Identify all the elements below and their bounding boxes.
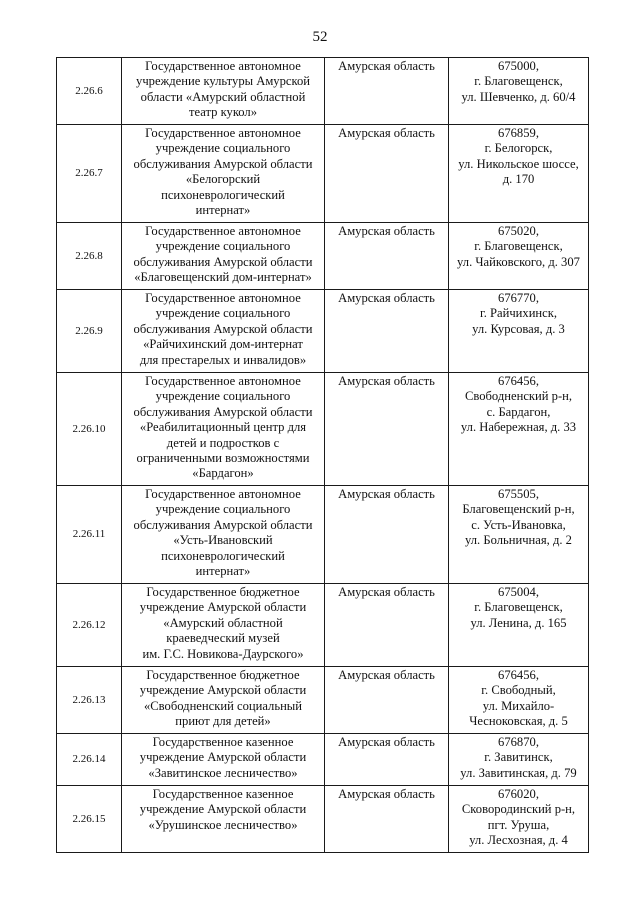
address: [449, 290, 589, 373]
address-line: с. Усть-Ивановка,: [471, 517, 566, 532]
row-number: 2.26.13: [57, 667, 122, 734]
address-line: ул. Набережная, д. 33: [460, 420, 577, 435]
institution-name-line: Государственное бюджетное: [146, 585, 300, 599]
address-line: 676456,: [498, 668, 539, 682]
institution-name-line: психоневрологический: [161, 187, 285, 202]
address-line: ул. Чайковского, д. 307: [457, 254, 580, 269]
institution-name-line: Государственное бюджетное: [146, 668, 300, 682]
institution-name: [122, 786, 325, 853]
table-row: [57, 584, 589, 667]
table-row: [57, 734, 589, 786]
region: Амурская область: [325, 373, 449, 486]
address-line: ул. Шевченко, д. 60/4: [461, 89, 576, 104]
address: [449, 125, 589, 223]
address-line: г. Райчихинск,: [479, 306, 558, 321]
region: Амурская область: [325, 125, 449, 223]
address-line: 675020,: [498, 224, 539, 238]
address-line: Сковородинский р-н,: [461, 802, 576, 817]
institution-name-line: Государственное казенное: [152, 735, 294, 749]
region: Амурская область: [325, 734, 449, 786]
institution-name-line: для престарелых и инвалидов»: [139, 352, 307, 367]
institution-name-line: детей и подростков с: [166, 435, 280, 450]
institution-name-line: обслуживания Амурской области: [133, 321, 313, 336]
institution-name: [122, 486, 325, 584]
region: Амурская область: [325, 486, 449, 584]
address-line: ул. Курсовая, д. 3: [472, 321, 565, 336]
row-number: 2.26.12: [57, 584, 122, 667]
address-line: 675000,: [498, 59, 539, 73]
institution-name-line: Государственное автономное: [145, 487, 301, 501]
table-row: [57, 786, 589, 853]
institution-name: [122, 667, 325, 734]
row-number: 2.26.14: [57, 734, 122, 786]
institution-name-line: обслуживания Амурской области: [133, 404, 313, 419]
table-row: [57, 290, 589, 373]
institution-name-line: учреждение социального: [155, 239, 291, 254]
institution-name-line: Государственное автономное: [145, 59, 301, 73]
address-line: ул. Ленина, д. 165: [470, 615, 567, 630]
address-line: 676870,: [498, 735, 539, 749]
institution-name-line: учреждение социального: [155, 502, 291, 517]
institution-name-line: Государственное автономное: [145, 291, 301, 305]
address: [449, 223, 589, 290]
institution-name-line: Государственное автономное: [145, 126, 301, 140]
row-number: 2.26.11: [57, 486, 122, 584]
institution-name: [122, 58, 325, 125]
institution-name: [122, 290, 325, 373]
table-row: [57, 486, 589, 584]
institution-name-line: «Амурский областной: [163, 615, 283, 630]
institution-name-line: учреждение культуры Амурской: [136, 74, 310, 89]
address-line: г. Свободный,: [481, 683, 556, 698]
address: [449, 786, 589, 853]
institution-name-line: «Белогорский: [185, 172, 261, 187]
address-line: г. Благовещенск,: [474, 239, 563, 254]
institution-name: [122, 734, 325, 786]
region: Амурская область: [325, 584, 449, 667]
address-line: Свободненский р-н,: [464, 389, 573, 404]
region: Амурская область: [325, 58, 449, 125]
institution-name-line: учреждение Амурской области: [139, 683, 307, 698]
registry-table: [56, 57, 589, 853]
institution-name-line: «Свободненский социальный: [143, 698, 303, 713]
address-line: Чесноковская, д. 5: [469, 714, 568, 729]
institution-name: [122, 373, 325, 486]
address-line: ул. Никольское шоссе,: [458, 156, 579, 171]
institution-name: [122, 584, 325, 667]
institution-name-line: «Благовещенский дом-интернат»: [134, 270, 312, 285]
institution-name-line: обслуживания Амурской области: [133, 254, 313, 269]
region: Амурская область: [325, 223, 449, 290]
address-line: Благовещенский р-н,: [462, 502, 575, 517]
row-number: 2.26.8: [57, 223, 122, 290]
institution-name-line: им. Г.С. Новикова-Даурского»: [142, 646, 304, 661]
address-line: 676020,: [498, 787, 539, 801]
institution-name-line: интернат»: [195, 203, 251, 218]
institution-name-line: учреждение социального: [155, 141, 291, 156]
address-line: 676456,: [498, 374, 539, 388]
institution-name-line: краеведческий музей: [166, 631, 280, 646]
address: [449, 667, 589, 734]
address-line: с. Бардагон,: [486, 404, 551, 419]
institution-name-line: Государственное казенное: [152, 787, 294, 801]
institution-name-line: учреждение Амурской области: [139, 600, 307, 615]
address-line: 675004,: [498, 585, 539, 599]
address-line: пгт. Уруша,: [487, 817, 550, 832]
institution-name-line: психоневрологический: [161, 548, 285, 563]
institution-name: [122, 223, 325, 290]
row-number: 2.26.15: [57, 786, 122, 853]
address-line: 676859,: [498, 126, 539, 140]
institution-name-line: «Урушинское лесничество»: [148, 817, 298, 832]
row-number: 2.26.7: [57, 125, 122, 223]
row-number: 2.26.10: [57, 373, 122, 486]
region: Амурская область: [325, 290, 449, 373]
address: [449, 734, 589, 786]
address-line: г. Благовещенск,: [474, 600, 563, 615]
page-number: 52: [312, 29, 328, 45]
address-line: ул. Лесхозная, д. 4: [469, 833, 568, 848]
institution-name-line: учреждение социального: [155, 389, 291, 404]
institution-name-line: учреждение Амурской области: [139, 750, 307, 765]
row-number: 2.26.6: [57, 58, 122, 125]
table-row: [57, 58, 589, 125]
institution-name: [122, 125, 325, 223]
table-row: [57, 667, 589, 734]
address-line: ул. Завитинская, д. 79: [460, 765, 577, 780]
table-row: [57, 125, 589, 223]
registry-table-body: [57, 58, 589, 853]
address-line: ул. Больничная, д. 2: [465, 533, 572, 548]
institution-name-line: ограниченными возможностями: [136, 451, 310, 466]
institution-name-line: области «Амурский областной: [140, 89, 306, 104]
address: [449, 486, 589, 584]
address-line: д. 170: [502, 172, 535, 187]
address: [449, 584, 589, 667]
institution-name-line: обслуживания Амурской области: [133, 156, 313, 171]
institution-name-line: Государственное автономное: [145, 224, 301, 238]
address-line: г. Благовещенск,: [474, 74, 563, 89]
region: Амурская область: [325, 667, 449, 734]
institution-name-line: «Реабилитационный центр для: [139, 420, 307, 435]
address: [449, 373, 589, 486]
table-row: [57, 373, 589, 486]
region: Амурская область: [325, 786, 449, 853]
institution-name-line: «Завитинское лесничество»: [148, 765, 298, 780]
institution-name-line: обслуживания Амурской области: [133, 517, 313, 532]
row-number: 2.26.9: [57, 290, 122, 373]
address-line: 675505,: [498, 487, 539, 501]
address-line: г. Белогорск,: [484, 141, 553, 156]
address-line: г. Завитинск,: [484, 750, 553, 765]
address-line: 676770,: [498, 291, 539, 305]
address: [449, 58, 589, 125]
institution-name-line: интернат»: [195, 564, 251, 579]
institution-name-line: Государственное автономное: [145, 374, 301, 388]
institution-name-line: театр кукол»: [188, 105, 258, 120]
institution-name-line: «Бардагон»: [192, 466, 254, 481]
table-row: [57, 223, 589, 290]
institution-name-line: приют для детей»: [175, 714, 271, 729]
institution-name-line: «Райчихинский дом-интернат: [143, 337, 303, 352]
institution-name-line: учреждение социального: [155, 306, 291, 321]
address-line: ул. Михайло-: [482, 698, 555, 713]
institution-name-line: учреждение Амурской области: [139, 802, 307, 817]
institution-name-line: «Усть-Ивановский: [173, 533, 273, 548]
